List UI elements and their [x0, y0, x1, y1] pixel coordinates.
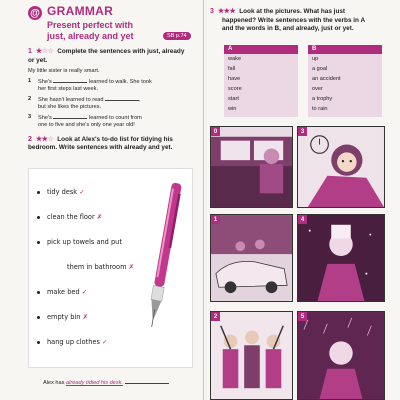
item-text: one to five and she's only one year old! — [38, 122, 135, 128]
column-header: A — [224, 45, 298, 54]
picture-number: 1 — [211, 215, 220, 224]
picture-number: 5 — [298, 312, 307, 321]
picture-2 — [210, 311, 293, 400]
item-text: She hasn't learned to read — [38, 96, 104, 103]
todo-item: hang up clothes ✓ — [37, 338, 108, 346]
section-subtitle-line1: Present perfect with — [47, 20, 134, 30]
left-column — [28, 4, 198, 153]
picture-3 — [297, 126, 385, 208]
item-text: She's — [38, 78, 52, 85]
exercise-2 — [28, 136, 198, 153]
item-text: She's — [38, 114, 52, 121]
section-subtitle-line2: just, already and yet — [47, 31, 134, 41]
football-fans-illustration — [211, 312, 292, 399]
difficulty-stars: ★★☆ — [35, 135, 54, 143]
section-title: GRAMMAR — [47, 4, 114, 18]
answer-blank[interactable] — [53, 78, 87, 83]
picture-number: 3 — [298, 127, 307, 136]
exercise-item-1 — [28, 78, 198, 94]
grammar-badge-icon: @ — [28, 6, 42, 20]
picture-number: 2 — [211, 312, 220, 321]
word-cell: to rain — [312, 106, 328, 112]
word-cell: an accident — [312, 76, 341, 82]
word-cell: fall — [228, 66, 236, 72]
exercise-instruction: Complete the sentences with just, already — [57, 48, 185, 55]
word-cell: score — [228, 86, 242, 92]
exercise-number: 1 — [28, 48, 32, 55]
word-cell: start — [228, 96, 239, 102]
word-cell: a trophy — [312, 96, 333, 102]
exercise-3 — [210, 8, 385, 34]
todo-item: clean the floor ✗ — [37, 213, 102, 221]
column-divider — [203, 0, 204, 400]
word-column-a — [224, 45, 298, 117]
exercise-instruction-cont: happened? Write sentences with the verbs in A — [222, 16, 366, 24]
item-text: but she likes the pictures. — [38, 104, 102, 110]
picture-4 — [297, 214, 385, 302]
column-header: B — [308, 45, 382, 54]
exercise-instruction: Look at Alex's to-do list for tidying his — [57, 135, 173, 143]
picture-5 — [297, 311, 385, 400]
todo-item-cont: them in bathroom ✗ — [67, 263, 135, 271]
trophy-illustration — [298, 215, 384, 301]
todo-item: make bed ✓ — [37, 288, 87, 296]
exercise-item-3 — [28, 114, 198, 130]
picture-0 — [210, 126, 293, 208]
rain-illustration — [298, 312, 384, 399]
todo-item: pick up towels and put — [37, 238, 122, 246]
exercise-instruction-cont: and the words in B, and already, just or yet. — [222, 25, 354, 32]
word-cell: wake — [228, 56, 242, 62]
todo-item: empty bin ✗ — [37, 313, 88, 321]
word-column-b — [308, 45, 382, 117]
exercise-1 — [28, 48, 198, 130]
answer-blank[interactable] — [105, 96, 139, 101]
picture-number: 4 — [298, 215, 307, 224]
exercise-number: 3 — [210, 8, 214, 15]
item-text: learned to walk. She took — [88, 78, 152, 85]
accident-illustration — [211, 215, 292, 301]
item-number: 3 — [28, 113, 32, 120]
word-cell: over — [312, 86, 323, 92]
picture-number: 0 — [211, 127, 220, 136]
exercise-intro: My little sister is really smart. — [28, 68, 100, 74]
exercise-instruction: Look at the pictures. What has just — [239, 8, 346, 15]
difficulty-stars: ★★★ — [217, 8, 236, 15]
page-reference-badge[interactable]: SB p.74 — [163, 32, 191, 40]
car-scene-illustration — [211, 127, 292, 207]
exercise-instruction-cont: or yet. — [28, 56, 48, 64]
answer-blank[interactable] — [53, 114, 87, 119]
exercise-item-2: 2 She hasn't learned to read , but she likes the pictures. — [28, 95, 141, 110]
item-text: her first steps last week. — [38, 86, 98, 92]
example-answer: Alex has already tidied his desk. — [43, 380, 169, 386]
word-table — [224, 45, 386, 117]
todo-item: tidy desk ✓ — [37, 188, 85, 196]
section-header — [28, 4, 198, 20]
word-cell: win — [228, 106, 237, 112]
word-cell: have — [228, 76, 241, 82]
item-number: 2 — [28, 95, 32, 102]
picture-1 — [210, 214, 293, 302]
exercise-number: 2 — [28, 135, 32, 143]
word-cell: a goal — [312, 66, 328, 72]
item-text: learned to count from — [88, 114, 142, 121]
exercise-instruction-cont: bedroom. Write sentences with already and yet. — [28, 144, 173, 151]
difficulty-stars: ★☆☆ — [35, 48, 54, 55]
girl-alarm-illustration — [298, 127, 384, 207]
word-cell: up — [312, 56, 319, 62]
item-number: 1 — [28, 77, 32, 84]
